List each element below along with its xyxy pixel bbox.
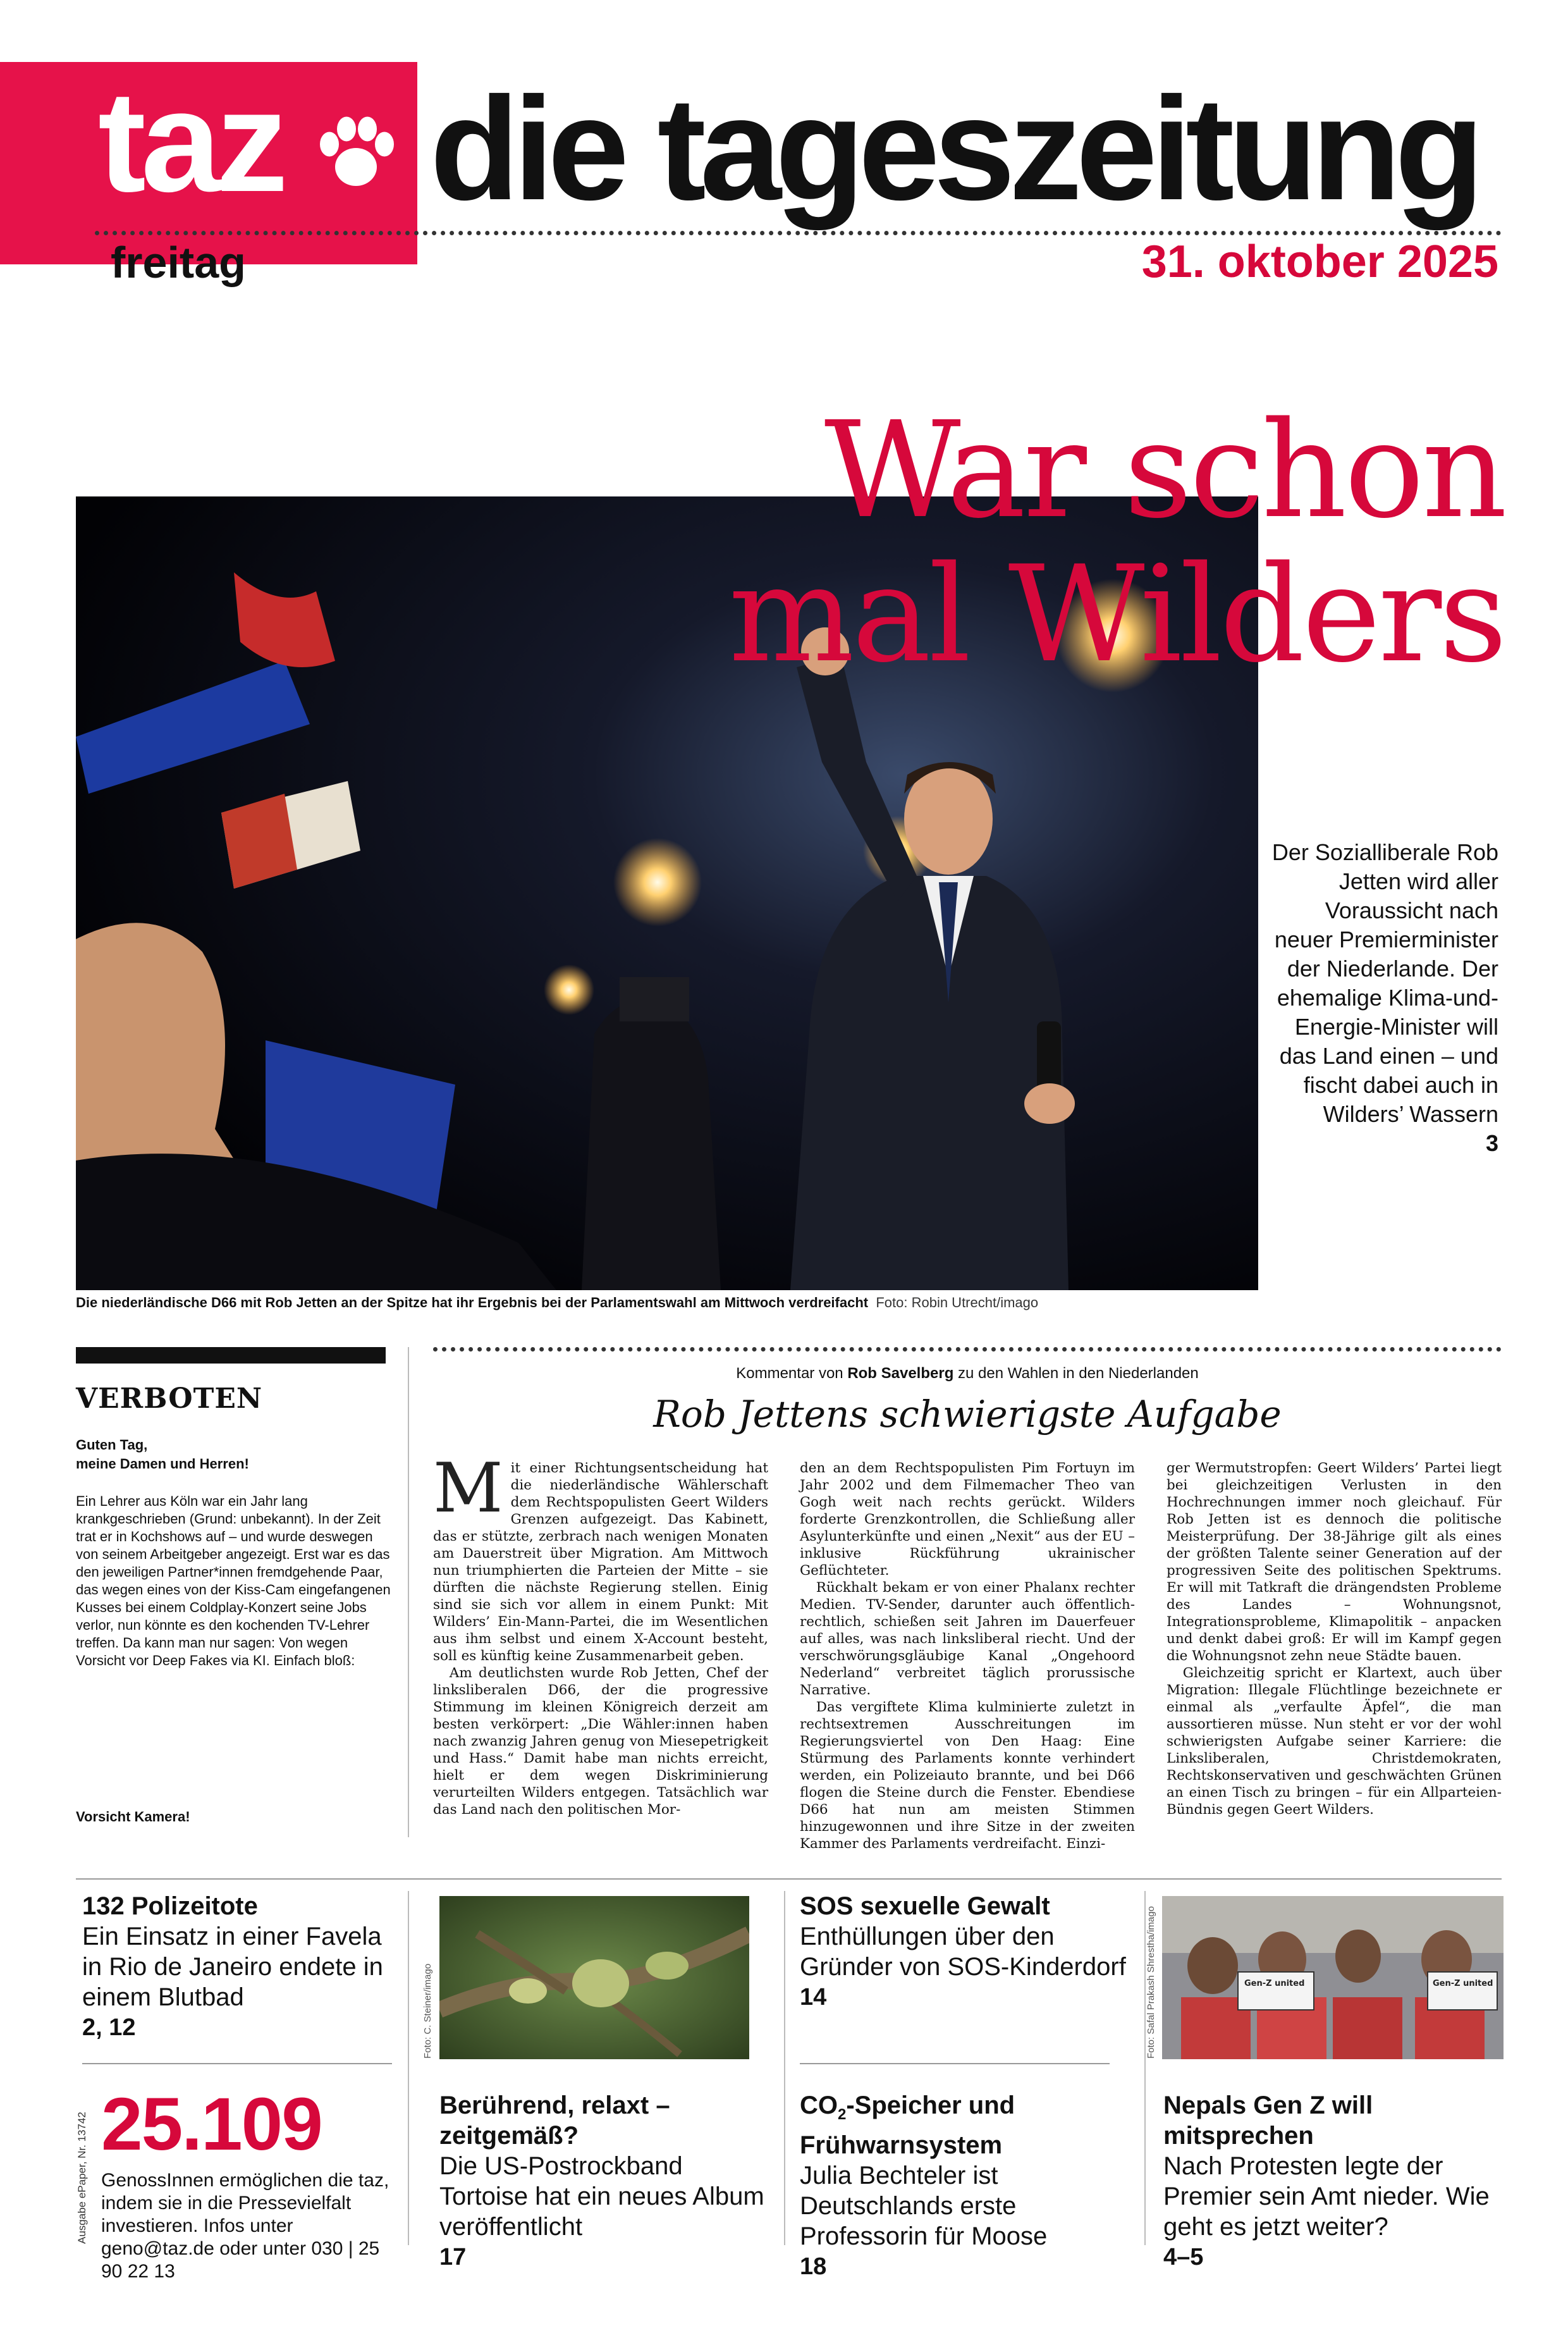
paw-icon xyxy=(309,106,403,201)
paragraph: Das vergiftete Klima kulminierte zuletzt in rechtsextremen Ausschreitungen im Regierungsviertel von Den Haag: Eine Stürmung des Parlaments konnte verhindert werden, ein Polizeiauto brannte, und bei D66 flogen die Steine durch die Fenster. Ebendiese D66 hat nun am meisten Stimmen hinzugewonnen und ihre Sitze in der zweiten Kammer des Parlaments verdreifacht. Einzi- xyxy=(800,1699,1135,1852)
teaser-nepal[interactable] xyxy=(1163,2090,1505,2272)
vertical-divider xyxy=(784,1891,785,2245)
teaser-body: Julia Bechteler ist Deutschlands erste Professorin für Moose xyxy=(800,2162,1048,2250)
verboten-body: Ein Lehrer aus Köln war ein Jahr lang krankgeschrieben (Grund: unbekannt). In der Zeit trat er in Kochshows auf – und wurde deswegen von seinem Arbeitgeber angezeigt. Erst war es das den jeweiligen Partner*innen fremdgehende Paar, das wegen eines von der Kiss-Cam eingefangenen Kusses bei einem Coldplay-Konzert seine Jobs verlor, nun könnte es den kochenden TV-Lehrer treffen. Da kann man nur sagen: Von wegen Vorsicht vor Deep Fakes via KI. Einfach bloß: xyxy=(76,1493,391,1668)
kicker-suffix: zu den Wahlen in den Niederlanden xyxy=(958,1365,1199,1382)
moss-photo-credit: Foto: C. Steiner/imago xyxy=(422,1963,433,2059)
verboten-greeting xyxy=(76,1436,392,1474)
newspaper-title: die tageszeitung xyxy=(430,67,1478,231)
commentary-title: Rob Jettens schwierigste Aufgabe xyxy=(653,1393,1282,1436)
nepal-protest-photo xyxy=(1162,1896,1504,2059)
paragraph: Gleichzeitig spricht er Klartext, auch über Migration: Illegale Flüchtlinge bezeichnete er einmal als „verfaulte Äpfel“, die man aussortieren müsse. Nun steht er vor der wohl schwierigsten Aufgabe seiner Karriere: die Linksliberalen, Christdemokraten, Rechtskonservativen und geschwächten Grünen an einen Tisch zu bringen – für ein Allparteien-Bündnis gegen Geert Wilders. xyxy=(1167,1665,1502,1818)
greeting-line-1: Guten Tag, xyxy=(76,1437,148,1453)
paragraph: Rückhalt bekam er von einer Phalanx rechter Medien. TV-Sender, darunter auch öffentlich-rechtlich, schießen seit Jahren im Dauerfeuer auf alles, was nach linksliberal riecht. Und der verschwörungsgläubige Kanal „Ongehoord Nederland“ verbreitet täglich prorussische Narrative. xyxy=(800,1580,1135,1698)
teaser-sos-kinderdorf[interactable] xyxy=(800,1891,1129,2012)
taz-logo: taz xyxy=(98,61,283,222)
teaser-page: 17 xyxy=(439,2244,467,2270)
commentary-column-2 xyxy=(800,1460,1135,1852)
greeting-line-2: meine Damen und Herren! xyxy=(76,1456,249,1472)
teaser-kicker: Berührend, relaxt – zeitgemäß? xyxy=(439,2091,670,2150)
drop-cap: M xyxy=(433,1449,503,1528)
edition-number: Ausgabe ePaper, Nr. 13742 xyxy=(76,2112,88,2244)
teaser-kicker xyxy=(800,2090,1129,2160)
commentary-column-3 xyxy=(1167,1460,1502,1818)
verboten-title: VERBOTEN xyxy=(76,1382,263,1415)
teaser-page: 14 xyxy=(800,1984,827,2011)
teaser-page: 18 xyxy=(800,2253,827,2280)
masthead-divider xyxy=(95,231,1502,235)
teaser-page: 2, 12 xyxy=(82,2014,136,2041)
lead-teaser-text: Der Sozialliberale Rob Jetten wird aller Voraussicht nach neuer Premierminister der Niederlande. Der ehemalige Klima-und-Energie-Minister will das Land einen – und fischt dabei auch in Wilders’ Wassern xyxy=(1271,839,1498,1127)
geno-text: GenossInnen ermöglichen die taz, indem sie in die Pressevielfalt investieren. Infos unter geno@taz.de oder unter 030 | 25 90 22 13 xyxy=(101,2170,389,2282)
kicker-co: CO xyxy=(800,2091,838,2119)
lead-teaser xyxy=(1261,838,1498,1158)
teaser-tortoise[interactable] xyxy=(439,2090,775,2272)
lead-headline xyxy=(569,393,1505,692)
teaser-divider xyxy=(82,2063,392,2064)
teaser-body: Ein Einsatz in einer Favela in Rio de Janeiro endete in einem Blutbad xyxy=(82,1923,383,2011)
paragraph: it einer Richtungsentscheidung hat die niederländische Wählerschaft dem Rechtspopulisten Geert Wilders Grenzen aufgezeigt. Das Kabinett, das er stützte, zerbrach nach wenigen Monaten am Dauerstreit über Migration. Am Mittwoch nun triumphierten die Parteien der Mitte – sie dürften die nächste Regierung stellen. Einig sind sie sich vor allem in einem Punkt: Mit Wilders’ Ein-Mann-Partei, die im Wesentlichen aus ihm selbst und einem X-Account besteht, soll es künftig keine Zusammenarbeit geben. xyxy=(433,1460,768,1664)
caption-credit: Foto: Robin Utrecht/imago xyxy=(876,1295,1039,1310)
issue-date: 31. oktober 2025 xyxy=(1141,237,1498,287)
kicker-subscript: 2 xyxy=(838,2106,847,2123)
teaser-divider xyxy=(800,2063,1110,2064)
teaser-kicker: 132 Polizeitote xyxy=(82,1892,258,1920)
verboten-bar xyxy=(76,1347,386,1364)
moss-photo xyxy=(439,1896,749,2059)
headline-line-1: War schon xyxy=(824,393,1505,548)
geno-member-count: 25.109 xyxy=(101,2083,322,2166)
teaser-kicker: Nepals Gen Z will mitsprechen xyxy=(1163,2091,1373,2150)
teaser-body: Nach Protesten legte der Premier sein Amt nieder. Wie geht es jetzt weiter? xyxy=(1163,2152,1490,2241)
teaser-body: Die US-Postrockband Tortoise hat ein neues Album veröffentlicht xyxy=(439,2152,764,2241)
bottom-divider xyxy=(76,1878,1502,1880)
teaser-body: Enthüllungen über den Gründer von SOS-Kinderdorf xyxy=(800,1923,1126,1981)
headline-line-2: mal Wilders xyxy=(728,537,1505,692)
kicker-prefix: Kommentar von xyxy=(736,1365,843,1382)
caption-text: Die niederländische D66 mit Rob Jetten an der Spitze hat ihr Ergebnis bei der Parlamentswahl am Mittwoch verdreifacht xyxy=(76,1295,869,1310)
kicker-rest: -Speicher und Frühwarnsystem xyxy=(800,2091,1015,2159)
teaser-polizeitote[interactable] xyxy=(82,1891,398,2043)
sign-text: Gen-Z united xyxy=(1244,1979,1305,1988)
column-divider xyxy=(408,1347,409,1837)
commentary-divider xyxy=(433,1347,1502,1352)
kicker-author: Rob Savelberg xyxy=(847,1365,954,1382)
vertical-divider xyxy=(408,1891,409,2245)
teaser-kicker: SOS sexuelle Gewalt xyxy=(800,1892,1050,1920)
commentary-column-1 xyxy=(433,1449,768,1818)
paragraph: den an dem Rechtspopulisten Pim Fortuyn im Jahr 2002 und dem Filmemacher Theo van Gogh weit nach rechts gerückt. Wilders forderte Grenzkontrollen, die Schließung aller Asylunterkünfte und einen „Nexit“ aus der EU – inklusive Rückführung ukrainischer Geflüchteter. xyxy=(800,1460,1135,1579)
weekday: freitag xyxy=(111,238,246,287)
commentary-kicker xyxy=(433,1365,1502,1382)
photo-caption xyxy=(76,1293,1258,1312)
sign-text: Gen-Z united xyxy=(1433,1979,1493,1988)
lead-teaser-page: 3 xyxy=(1485,1130,1498,1156)
paragraph: Am deutlichsten wurde Rob Jetten, Chef der linksliberalen D66, der die progressive Stimmung im kleinen Königreich derzeit am besten verkörpert: „Die Wähler:innen haben nach zwanzig Jahren genug von Miesepetrigkeit und Hass.“ Damit habe man nichts erreicht, hielt er dem wegen Diskriminierung verurteilten Wilders entgegen. Tatsächlich war das Land nach den politischen Mor- xyxy=(433,1665,768,1818)
nepal-photo-credit: Foto: Safal Prakash Shrestha/imago xyxy=(1146,1906,1156,2059)
teaser-moose-professorin[interactable] xyxy=(800,2090,1129,2282)
paragraph: ger Wermutstropfen: Geert Wilders’ Partei liegt bei gleichzeitigen Verlusten in den Hochrechnungen immer noch gleichauf. Für Rob Jetten ist es dennoch die politische Meisterprüfung. Der 38-Jährige gilt als eines der größten Talente seiner Generation auf der progressiven Seite des politischen Spektrums. Er will mit Tatkraft die drängendsten Probleme des Landes – Wohnungsnot, Integrationsprobleme, Klimapolitik – anpacken und denkt dabei groß: Er will im Kampf gegen die Wohnungsnot zehn neue Städte bauen. xyxy=(1167,1460,1502,1664)
teaser-page: 4–5 xyxy=(1163,2244,1204,2270)
verboten-footer: Vorsicht Kamera! xyxy=(76,1809,190,1825)
